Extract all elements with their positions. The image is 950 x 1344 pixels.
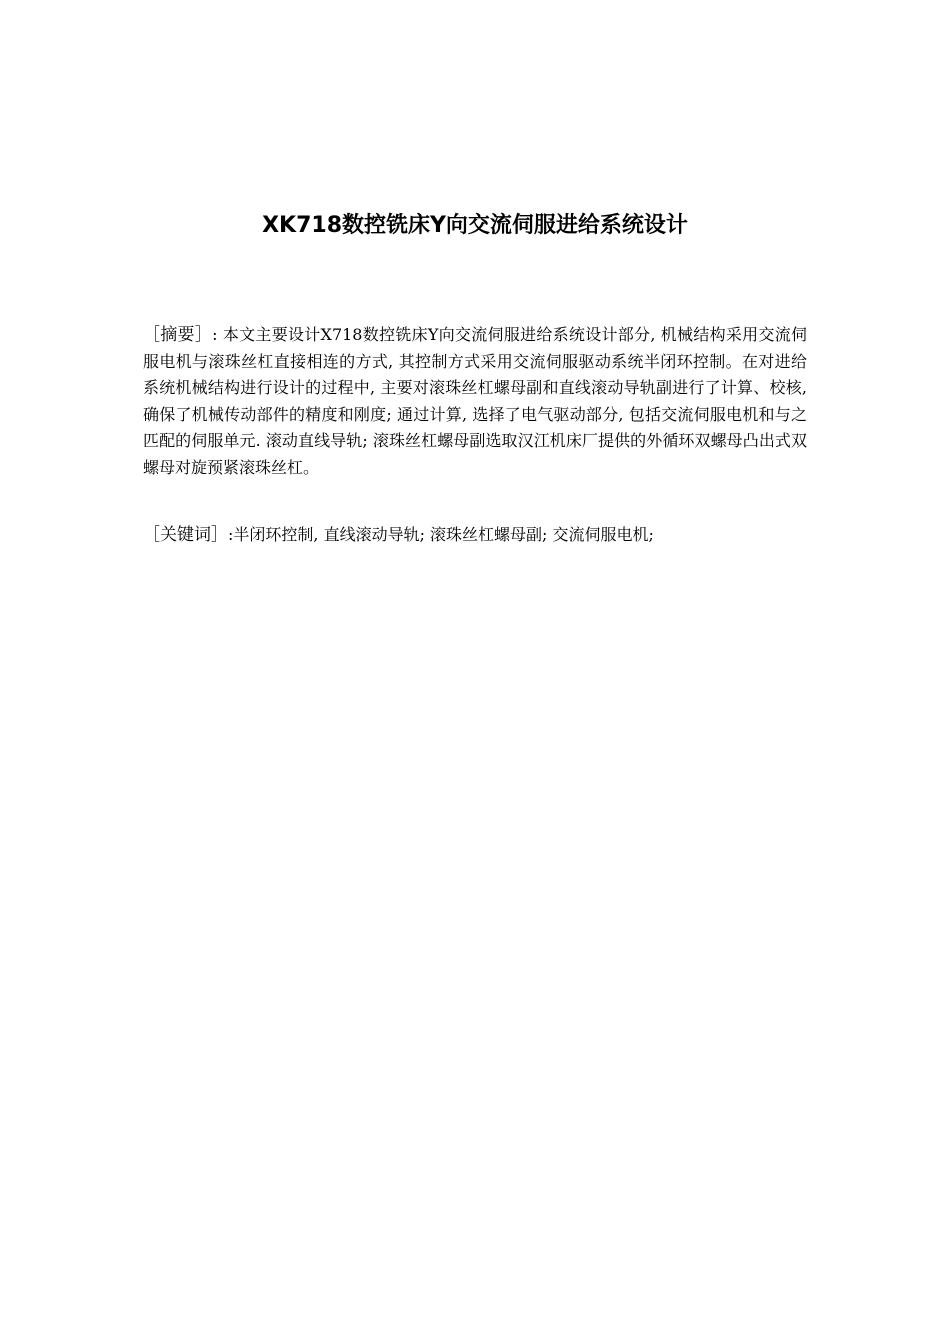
keywords-text: :半闭环控制, 直线滚动导轨; 滚珠丝杠螺母副; 交流伺服电机; [228, 525, 654, 544]
abstract-paragraph [143, 322, 807, 482]
keywords-paragraph [143, 522, 807, 549]
abstract-text: : 本文主要设计X718数控铣床Y向交流伺服进给系统设计部分, 机械结构采用交流伺服电机与滚珠丝杠直接相连的方式, 其控制方式采用交流伺服驱动系统半闭环控制。在对进给系统机械结构进行设计的过程中, 主要对滚珠丝杠螺母副和直线滚动导轨副进行了计算、校核, 确保了机械传动部件的精度和刚度; 通过计算, 选择了电气驱动部分, 包括交流伺服电机和与之匹配的伺服单元. 滚动直线导轨; 滚珠丝杠螺母副选取汉江机床厂提供的外循环双螺母凸出式双螺母对旋预紧滚珠丝杠。 [143, 325, 807, 477]
keywords-label: ［关键词］ [143, 525, 228, 545]
abstract-label: ［摘要］ [143, 325, 213, 345]
document-title: XK718数控铣床Y向交流伺服进给系统设计 [262, 213, 688, 238]
